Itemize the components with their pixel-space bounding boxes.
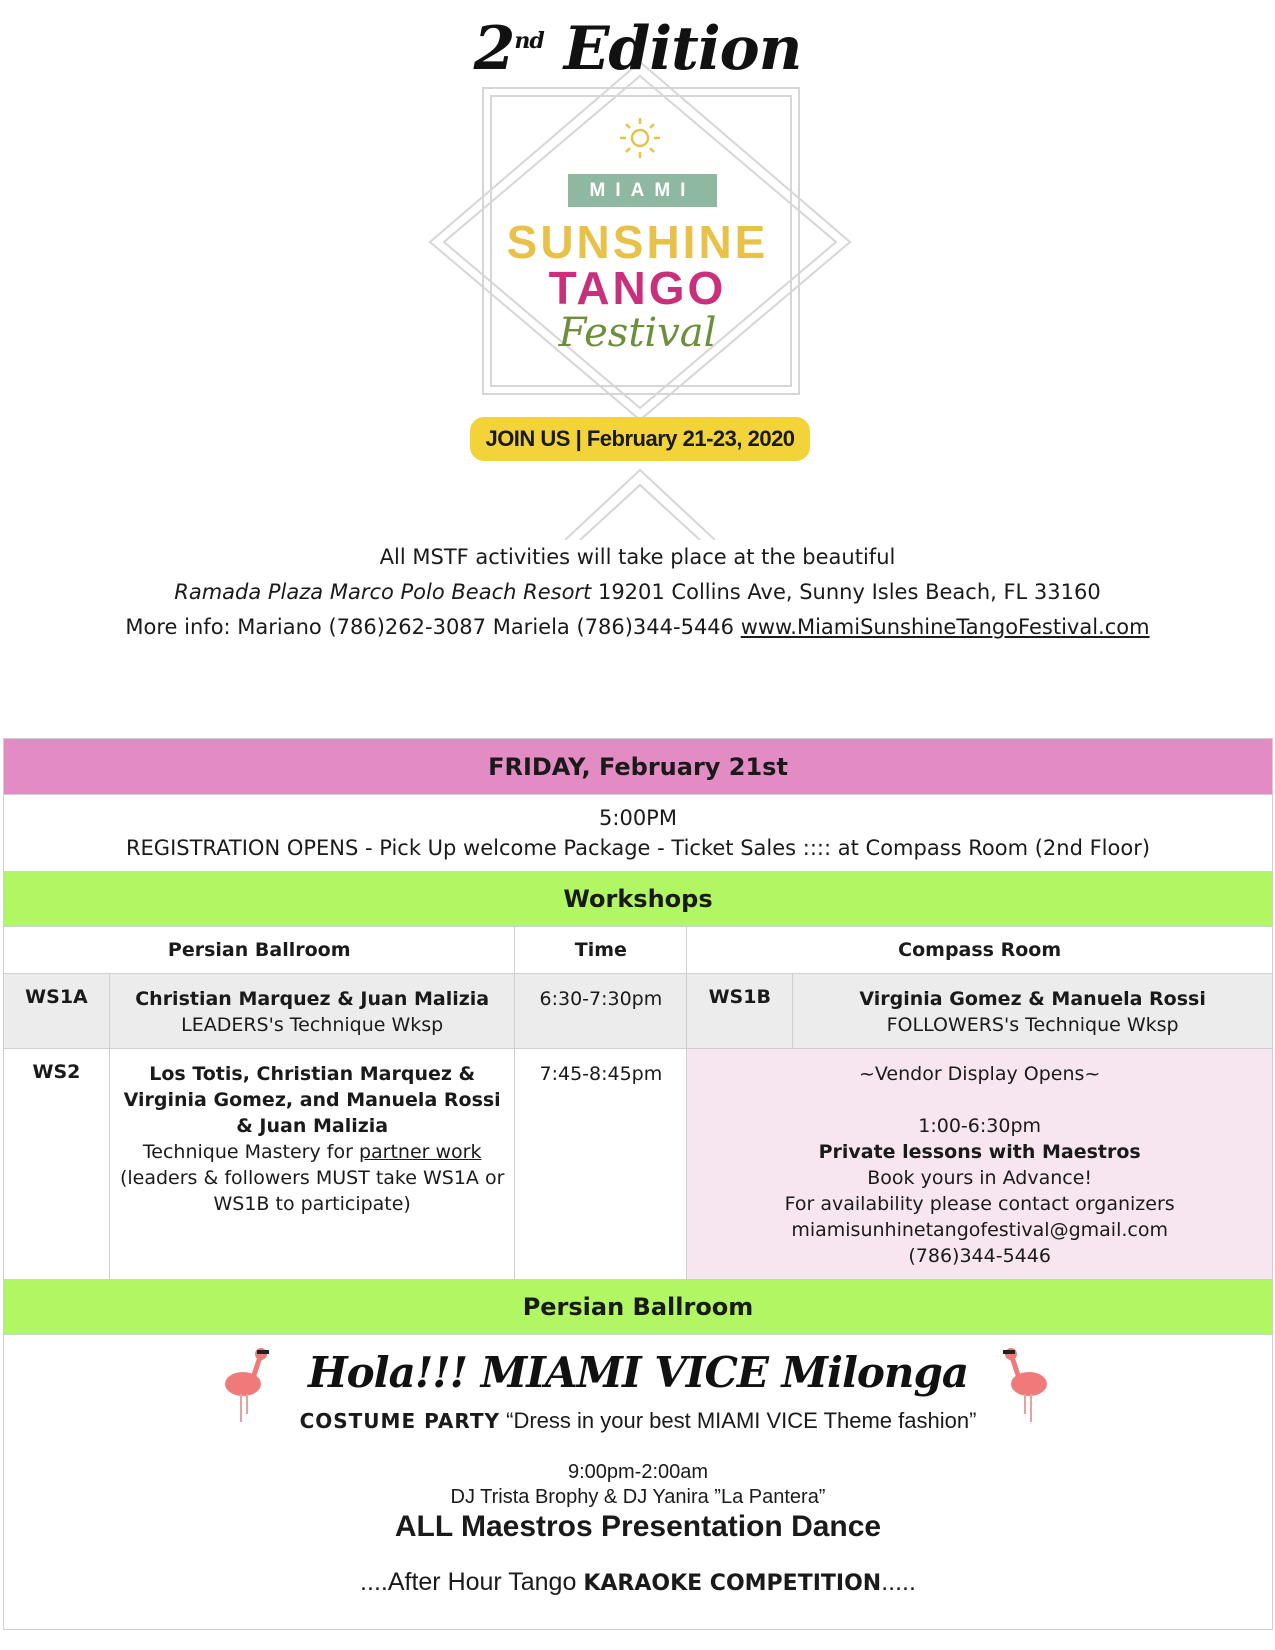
miami-label: MIAMI <box>568 174 717 207</box>
registration-row <box>4 795 1273 872</box>
contact-email[interactable]: miamisunhinetangofestival@gmail.com <box>791 1219 1168 1241</box>
festival-logo <box>0 0 1275 540</box>
maestros-presentation: ALL Maestros Presentation Dance <box>394 1510 882 1543</box>
costume-label: COSTUME PARTY <box>299 1409 500 1433</box>
ws1b-details <box>793 974 1273 1049</box>
contact-phones: More info: Mariano (786)262-3087 Mariela (786)344-5446 <box>125 615 741 639</box>
ws1a-code: WS1A <box>4 974 110 1049</box>
day-header: FRIDAY, February 21st <box>4 739 1273 795</box>
availability-text: For availability please contact organizers <box>784 1193 1175 1215</box>
festival-wordmark: Festival <box>558 310 717 356</box>
ballroom-header: Persian Ballroom <box>4 1280 1273 1335</box>
ws2-time: 7:45-8:45pm <box>515 1049 687 1280</box>
milonga-title: Hola!!! MIAMI VICE Milonga <box>307 1348 969 1397</box>
vendor-info <box>687 1049 1273 1280</box>
table-row <box>4 1049 1273 1280</box>
vendor-display: ~Vendor Display Opens~ <box>858 1063 1101 1085</box>
workshops-header: Workshops <box>4 872 1273 927</box>
ws1b-title: FOLLOWERS's Technique Wksp <box>886 1014 1179 1036</box>
address: 19201 Collins Ave, Sunny Isles Beach, FL 33160 <box>591 580 1101 604</box>
table-row <box>4 974 1273 1049</box>
venue-name: Ramada Plaza Marco Polo Beach Resort <box>174 580 592 604</box>
tango-wordmark: TANGO <box>548 262 727 314</box>
registration-text: REGISTRATION OPENS - Pick Up welcome Package - Ticket Sales :::: at Compass Room (2nd Floor) <box>125 836 1151 860</box>
karaoke-line: ....After Hour Tango KARAOKE COMPETITION..... <box>360 1568 916 1596</box>
private-lessons: Private lessons with Maestros <box>818 1141 1141 1163</box>
sun-icon <box>620 118 660 158</box>
ws2-code: WS2 <box>4 1049 110 1280</box>
column-header-compass-room: Compass Room <box>687 927 1273 974</box>
ws2-description: Technique Mastery for partner work <box>142 1141 482 1163</box>
venue-info <box>0 540 1275 645</box>
contacts-line <box>0 610 1275 645</box>
ws1a-teachers: Christian Marquez & Juan Malizia <box>135 988 490 1010</box>
info-line: All MSTF activities will take place at the beautiful <box>379 545 896 569</box>
column-header-persian-ballroom: Persian Ballroom <box>4 927 515 974</box>
ws1a-details <box>109 974 515 1049</box>
contact-phone: (786)344-5446 <box>908 1245 1051 1267</box>
venue-address-line <box>0 575 1275 610</box>
join-us-banner: JOIN US | February 21-23, 2020 <box>470 417 810 461</box>
registration-time: 5:00PM <box>599 806 677 830</box>
costume-line <box>3 1408 1273 1434</box>
costume-text: “Dress in your best MIAMI VICE Theme fashion” <box>500 1408 977 1433</box>
ws2-details <box>109 1049 515 1280</box>
website-link[interactable]: www.MiamiSunshineTangoFestival.com <box>740 615 1150 639</box>
ws2-note: (leaders & followers MUST take WS1A or WS1B to participate) <box>119 1167 505 1215</box>
ws1a-title: LEADERS's Technique Wksp <box>181 1014 444 1036</box>
sunshine-wordmark: SUNSHINE <box>506 216 769 268</box>
book-advance: Book yours in Advance! <box>867 1167 1093 1189</box>
vendor-time: 1:00-6:30pm <box>918 1115 1042 1137</box>
milonga-djs: DJ Trista Brophy & DJ Yanira ”La Pantera” <box>450 1486 826 1508</box>
partner-work-link[interactable]: partner work <box>358 1141 482 1163</box>
ws1b-teachers: Virginia Gomez & Manuela Rossi <box>859 988 1206 1010</box>
karaoke-label: KARAOKE COMPETITION <box>583 1571 882 1596</box>
milonga-time: 9:00pm-2:00am <box>567 1461 709 1483</box>
ws1a-time: 6:30-7:30pm <box>515 974 687 1049</box>
edition-title: 2nd Edition <box>473 14 802 84</box>
column-header-time: Time <box>515 927 687 974</box>
ws1b-code: WS1B <box>687 974 793 1049</box>
ws2-teachers: Los Totis, Christian Marquez & Virginia Gomez, and Manuela Rossi & Juan Malizia <box>123 1063 501 1137</box>
milonga-section <box>3 1330 1273 1622</box>
